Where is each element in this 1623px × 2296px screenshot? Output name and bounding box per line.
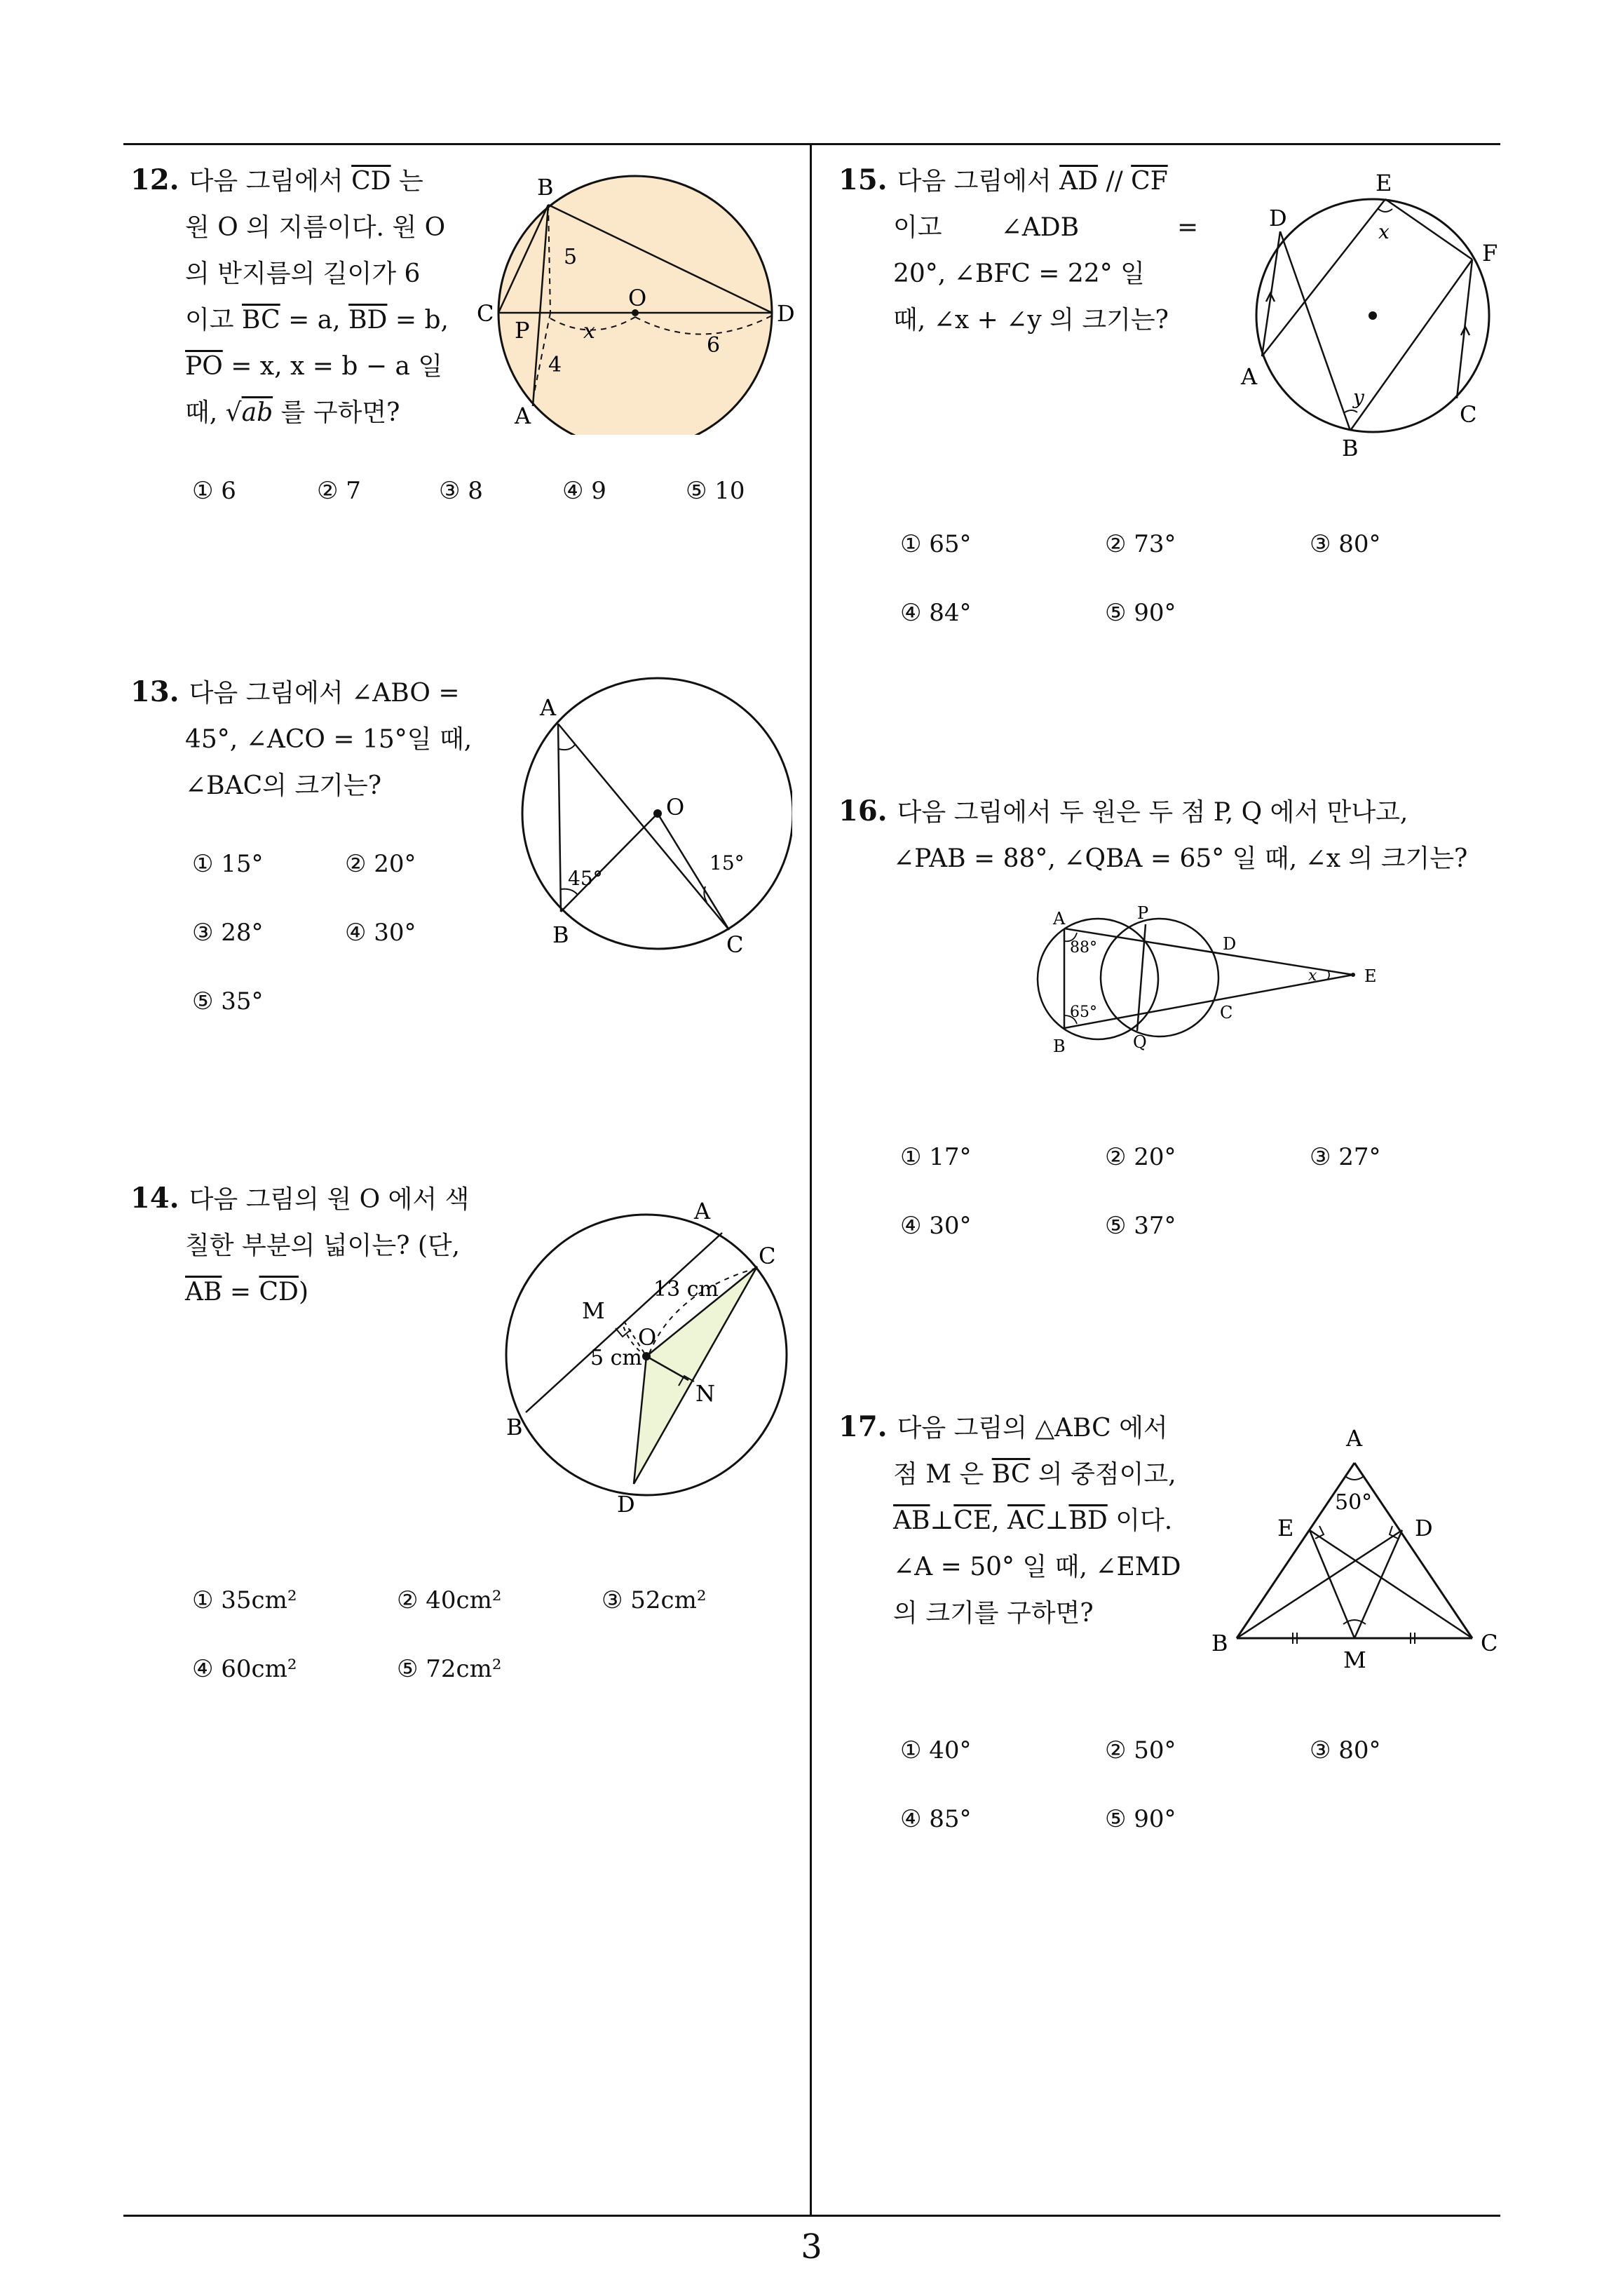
column-divider (810, 143, 812, 2216)
label-f: F (1482, 240, 1498, 266)
label-o: O (628, 285, 647, 311)
label-o: O (638, 1324, 657, 1351)
option-4[interactable]: ④ 60cm² (192, 1655, 297, 1683)
problem-number: 13. (130, 675, 179, 708)
label-88: 88° (1070, 939, 1097, 957)
label-13cm: 13 cm (653, 1277, 719, 1302)
figure-16 (1031, 898, 1395, 1066)
label-b: B (1211, 1630, 1228, 1656)
label-c: C (1460, 401, 1477, 428)
label-q: Q (1133, 1032, 1147, 1052)
label-15: 15° (709, 851, 745, 874)
option-2[interactable]: ② 50° (1105, 1736, 1176, 1764)
option-3[interactable]: ③ 80° (1310, 1736, 1381, 1764)
option-4[interactable]: ④ 85° (900, 1805, 972, 1833)
label-p: P (1137, 903, 1149, 923)
label-e: E (1364, 966, 1377, 986)
label-d: D (777, 300, 795, 327)
page-number: 3 (801, 2227, 822, 2267)
option-3[interactable]: ③ 80° (1310, 530, 1381, 558)
label-a: A (540, 694, 557, 721)
problem-number: 17. (838, 1410, 888, 1443)
problem-14: 14. 다음 그림의 원 O 에서 색 칠한 부분의 넓이는? (단, $\overline{AB} = \overline{CD}$) (130, 1182, 470, 1306)
label-a: A (1053, 909, 1066, 928)
option-4[interactable]: ④ 30° (900, 1212, 972, 1240)
label-x: x (1378, 220, 1390, 243)
option-1[interactable]: ① 40° (900, 1736, 972, 1764)
option-1[interactable]: ① 65° (900, 530, 972, 558)
option-1[interactable]: ① 15° (192, 850, 264, 878)
label-b: B (1342, 435, 1359, 461)
option-2[interactable]: ② 73° (1105, 530, 1176, 558)
option-4[interactable]: ④ 9 (562, 477, 606, 505)
option-5[interactable]: ⑤ 90° (1105, 1805, 1176, 1833)
option-2[interactable]: ② 40cm² (397, 1586, 502, 1614)
label-d: D (1415, 1515, 1433, 1541)
figure-17 (1206, 1410, 1500, 1683)
option-5[interactable]: ⑤ 35° (192, 987, 264, 1015)
problem-15: 15. 다음 그림에서 $\overline{AD} // \overline{CF}$ 이고 ∠ADB = 20°, ∠BFC = 22° 일 때, ∠x + ∠y 의 크기는? (838, 163, 1199, 335)
figure-13 (512, 673, 792, 961)
label-d: D (1223, 934, 1237, 954)
label-m: M (1343, 1647, 1366, 1673)
option-1[interactable]: ① 17° (900, 1143, 972, 1171)
label-c: C (759, 1243, 776, 1269)
label-50: 50° (1335, 1490, 1373, 1515)
label-e: E (1376, 170, 1392, 196)
label-d: D (1269, 205, 1287, 231)
option-2[interactable]: ② 20° (345, 850, 416, 878)
problem-number: 15. (838, 163, 888, 196)
top-rule (123, 143, 1500, 145)
label-c: C (1481, 1630, 1498, 1656)
label-a: A (515, 403, 531, 429)
label-b: B (552, 921, 569, 948)
label-m: M (582, 1297, 605, 1324)
label-45: 45° (568, 867, 603, 890)
figure-14 (491, 1187, 799, 1530)
option-5[interactable]: ⑤ 10 (686, 477, 745, 505)
problem-number: 14. (130, 1182, 179, 1215)
bottom-rule (123, 2215, 1500, 2217)
option-2[interactable]: ② 20° (1105, 1143, 1176, 1171)
label-b: B (537, 174, 554, 201)
label-65: 65° (1070, 1004, 1097, 1021)
problem-number: 12. (130, 163, 179, 196)
problem-13: 13. 다음 그림에서 ∠ABO = 45°, ∠ACO = 15°일 때, ∠BAC의 크기는? (130, 675, 473, 800)
label-b: B (506, 1414, 523, 1440)
option-5[interactable]: ⑤ 37° (1105, 1212, 1176, 1240)
problem-16: 16. 다음 그림에서 두 원은 두 점 P, Q 에서 만나고, ∠PAB = 88°, ∠QBA = 65° 일 때, ∠x 의 크기는? (838, 795, 1468, 873)
option-2[interactable]: ② 7 (317, 477, 361, 505)
figure-12 (470, 168, 806, 435)
label-o: O (666, 794, 685, 821)
problem-number: 16. (838, 795, 888, 828)
option-5[interactable]: ⑤ 90° (1105, 599, 1176, 627)
label-a: A (1241, 363, 1258, 390)
figure-15 (1234, 168, 1514, 463)
label-5cm: 5 cm (590, 1346, 642, 1370)
option-1[interactable]: ① 6 (192, 477, 236, 505)
label-c: C (477, 300, 494, 327)
option-3[interactable]: ③ 8 (439, 477, 483, 505)
label-d: D (617, 1491, 635, 1518)
label-c: C (726, 931, 744, 958)
label-n: N (695, 1380, 715, 1407)
label-p: P (515, 317, 530, 344)
label-a: A (1346, 1425, 1363, 1452)
label-e: E (1277, 1515, 1294, 1541)
option-3[interactable]: ③ 52cm² (602, 1586, 707, 1614)
problem-17: 17. 다음 그림의 △ABC 에서 점 M 은 $\overline{BC}$ 의 중점이고, $\overline{AB}\perp\overline{CE}$, $\overline{AC}\perp\overline{BD}$ 이다. ∠A = 50° 일 때, ∠EMD 의 크기를 구하면? (838, 1410, 1181, 1628)
label-y: y (1353, 386, 1364, 409)
label-5: 5 (564, 245, 578, 269)
label-a: A (694, 1198, 711, 1224)
label-x: x (1308, 967, 1317, 985)
option-5[interactable]: ⑤ 72cm² (397, 1655, 502, 1683)
label-b: B (1053, 1036, 1066, 1056)
option-3[interactable]: ③ 27° (1310, 1143, 1381, 1171)
label-4: 4 (548, 353, 562, 377)
option-4[interactable]: ④ 84° (900, 599, 972, 627)
option-3[interactable]: ③ 28° (192, 919, 264, 947)
label-c: C (1220, 1003, 1233, 1022)
option-4[interactable]: ④ 30° (345, 919, 416, 947)
label-6: 6 (707, 333, 721, 358)
problem-12: 12. 다음 그림에서 $\overline{CD}$ 는 원 O 의 지름이다. 원 O 의 반지름의 길이가 6 이고 $\overline{BC} = a$, $\overline{BD} = b$, $\overline{PO} = x$, x = b − a 일 때, √ab 를 구하면? (130, 163, 449, 427)
label-x: x (583, 319, 595, 344)
option-1[interactable]: ① 35cm² (192, 1586, 297, 1614)
